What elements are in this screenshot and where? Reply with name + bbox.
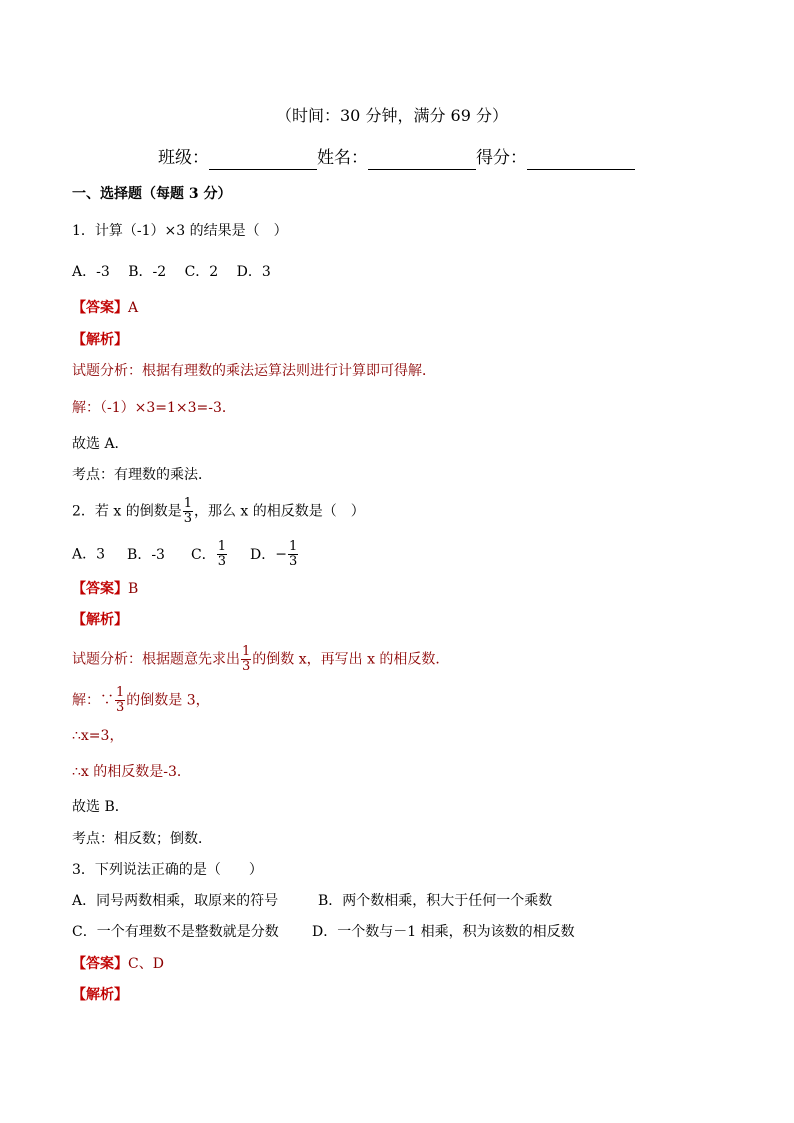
analysis-label: 【解析】 bbox=[72, 332, 128, 348]
q2-answer-value: B bbox=[128, 581, 139, 597]
q2-solution-2: ∴x=3， bbox=[72, 728, 124, 744]
frac-den: 3 bbox=[183, 511, 192, 526]
q3-opt-d: D．一个数与－1 相乘，积为该数的相反数 bbox=[312, 924, 575, 940]
class-blank[interactable] bbox=[209, 151, 317, 170]
q2-options bbox=[72, 540, 299, 569]
student-info-row bbox=[158, 146, 635, 170]
q2-analysis bbox=[72, 645, 449, 674]
q2-sol1-pre: 解：∵ bbox=[72, 692, 114, 709]
section-title: 一、选择题（每题 3 分） bbox=[72, 186, 232, 202]
q1-choice: 故选 A． bbox=[72, 436, 129, 452]
q2-analysis-label bbox=[72, 610, 128, 630]
q2-opt-a: A．3 bbox=[72, 546, 106, 563]
q2-analysis-pre: 试题分析：根据题意先求出 bbox=[72, 651, 240, 668]
fraction-one-third bbox=[115, 686, 125, 715]
answer-label: 【答案】 bbox=[72, 300, 128, 316]
q1-point: 考点：有理数的乘法． bbox=[72, 467, 212, 483]
q1-analysis-label bbox=[72, 330, 128, 350]
analysis-label: 【解析】 bbox=[72, 987, 128, 1003]
q1-analysis: 试题分析：根据有理数的乘法运算法则进行计算即可得解． bbox=[72, 363, 436, 379]
q3-answer-value: C、D bbox=[128, 956, 164, 972]
name-blank[interactable] bbox=[368, 151, 476, 170]
q2-point: 考点：相反数；倒数． bbox=[72, 831, 212, 847]
answer-label: 【答案】 bbox=[72, 581, 128, 597]
q2-opt-b: B．-3 bbox=[127, 546, 165, 563]
q2-opt-d-frac bbox=[288, 540, 298, 569]
q1-stem: 1．计算（-1）×3 的结果是（ ） bbox=[72, 223, 288, 239]
answer-label: 【答案】 bbox=[72, 956, 128, 972]
q2-opt-c: C． bbox=[190, 546, 216, 563]
analysis-label: 【解析】 bbox=[72, 612, 128, 628]
q3-analysis-label bbox=[72, 985, 128, 1005]
frac-den: 3 bbox=[116, 700, 125, 715]
q3-answer bbox=[72, 954, 164, 974]
q2-stem bbox=[72, 497, 365, 526]
q3-opt-a: A．同号两数相乘，取原来的符号 bbox=[72, 893, 279, 909]
time-limit-line: （时间：30 分钟，满分 69 分） bbox=[276, 106, 508, 125]
q2-opt-c-frac bbox=[217, 540, 227, 569]
fraction-one-third bbox=[241, 645, 251, 674]
q2-opt-d: D． bbox=[249, 546, 276, 563]
frac-num: 1 bbox=[217, 539, 226, 554]
score-label: 得分： bbox=[476, 148, 527, 168]
q2-solution-3: ∴x 的相反数是-3． bbox=[72, 764, 191, 780]
q2-answer bbox=[72, 579, 138, 599]
q2-stem-pre: 2．若 x 的倒数是 bbox=[72, 503, 182, 520]
score-blank[interactable] bbox=[527, 151, 635, 170]
q2-sol1-post: 的倒数是 3， bbox=[126, 692, 210, 709]
frac-den: 3 bbox=[242, 659, 251, 674]
q2-choice: 故选 B． bbox=[72, 799, 129, 815]
q2-stem-post: ，那么 x 的相反数是（ ） bbox=[193, 503, 365, 520]
frac-num: 1 bbox=[183, 496, 192, 511]
q1-solution: 解：（-1）×3=1×3=-3． bbox=[72, 400, 236, 416]
q2-solution-1 bbox=[72, 686, 210, 715]
frac-num: 1 bbox=[116, 685, 125, 700]
class-label: 班级： bbox=[158, 148, 209, 168]
fraction-one-third bbox=[183, 497, 193, 526]
q3-stem: 3．下列说法正确的是（ ） bbox=[72, 862, 263, 878]
q3-opt-b: B．两个数相乘，积大于任何一个乘数 bbox=[318, 893, 553, 909]
q1-options: A．-3 B．-2 C．2 D．3 bbox=[72, 264, 271, 280]
q3-opt-c: C．一个有理数不是整数就是分数 bbox=[72, 924, 279, 940]
name-label: 姓名： bbox=[317, 148, 368, 168]
minus-sign: − bbox=[275, 546, 287, 563]
frac-den: 3 bbox=[288, 554, 298, 569]
q1-answer bbox=[72, 298, 138, 318]
q1-answer-value: A bbox=[128, 300, 139, 316]
frac-num: 1 bbox=[242, 644, 251, 659]
frac-num: 1 bbox=[288, 539, 298, 554]
frac-den: 3 bbox=[217, 554, 226, 569]
q2-analysis-post: 的倒数 x，再写出 x 的相反数． bbox=[252, 651, 450, 668]
